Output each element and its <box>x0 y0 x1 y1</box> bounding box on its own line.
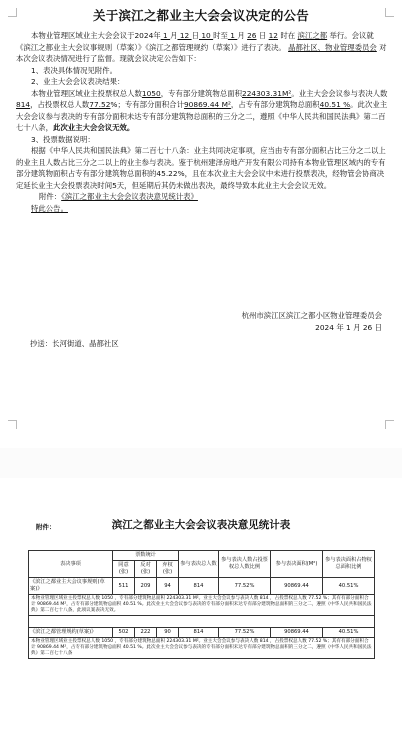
text: ，占专有部分建筑物总面积 <box>230 100 320 109</box>
header-abstain: 弃权(张) <box>157 561 179 578</box>
invalid-statement: 此次业主大会会议无效。 <box>52 123 135 132</box>
header-area-pct: 参与表决面积占物权总面积比例 <box>323 551 375 578</box>
row-note: 本物业管理区域业主投票权总人数 1050 ，专有部分建筑物总面积 224303.31 M²。业主大会会议参与表决人数 814 ，占投票权总人数 77.52 %；其有有部分面积合计 90869.44 M²，占专有部分建筑物总面积 40.51 %。此次业主大会会议参与表决的专有部分面积未达专有部分建筑物总面积的三分之二，遵照《中华人民共和国民法典》第二百七十八条 <box>29 638 375 659</box>
header-oppose: 反对(张) <box>135 561 157 578</box>
supervisors: 晶都社区、物业管理委员会 <box>288 42 377 52</box>
row-agree: 502 <box>113 628 135 638</box>
attachment-label: 附件： <box>36 523 56 531</box>
table-note-row <box>29 638 375 659</box>
row-area: 90869.44 <box>271 578 323 595</box>
day-value: 12 <box>177 31 192 40</box>
header-participant-pct: 参与表决人数占投票权总人数比例 <box>219 551 271 578</box>
text: 月 <box>237 31 245 40</box>
venue: 滨江之都 <box>297 31 328 40</box>
meeting-paragraph <box>16 30 388 65</box>
row-item: 《滨江之都业主大会议事规则(草案)》 <box>29 578 113 595</box>
area-percent-value: 40.51 % <box>319 100 351 109</box>
voter-percent-value: 77.52 <box>89 100 111 109</box>
table-row <box>29 578 375 595</box>
text: 对本次会议表决情况进行了监督。现就会议决定公告如下： <box>16 42 387 63</box>
header-agree: 同意(张) <box>113 561 135 578</box>
month-value: 1 <box>227 31 238 40</box>
day-value: 26 <box>247 31 257 40</box>
voters-value: 814 <box>16 100 31 109</box>
row-abstain: 94 <box>157 578 179 595</box>
table-row <box>29 628 375 638</box>
text: 月 <box>170 31 178 40</box>
text: 日 <box>191 31 199 40</box>
page-corner-mark <box>8 420 17 429</box>
text: ，占投票权总人数 <box>30 100 90 109</box>
row-participant-pct: 77.52% <box>219 578 271 595</box>
attachment-page <box>0 478 402 744</box>
text: 时至 <box>213 31 228 40</box>
text: 。此次业主大会会议参与表决的专有部分面积未达专有部分建筑物总面积的三分之二，遵照《中华人民共和国民法典》第二百七十八条， <box>16 100 388 132</box>
attachment-link[interactable]: 《滨江之都业主大会会议表决意见统计表》 <box>61 192 198 201</box>
header-item: 表决事项 <box>29 551 113 578</box>
page-corner-mark <box>385 420 394 429</box>
row-note: 本物业管理区域业主投票权总人数 1050 ，专有部分建筑物总面积 224303.31 M²。业主大会会议参与表决人数 814 ，占投票权总人数 77.52 %；其有有部分面积合计 90869.44 M²，占专有部分建筑物总面积 40.51 %。此次业主大会会议参与表决的专有部分面积未达专有部分建筑物总面积的三分之二，遵照《中华人民共和国民法典》第二百七十八条，此项议案表决无效。 <box>29 595 375 616</box>
row-oppose: 222 <box>135 628 157 638</box>
voted-area-value: 90869.44 M² <box>183 100 231 109</box>
row-abstain: 90 <box>157 628 179 638</box>
sign-date: 2024 年 1 月 26 日 <box>315 323 382 332</box>
result-paragraph <box>16 88 388 134</box>
header-participants: 参与表决总人数 <box>179 551 219 578</box>
table-header-row <box>29 551 375 561</box>
row-participant-pct: 77.52% <box>219 628 271 638</box>
text: 本物业管理区域业主投票权总人数 <box>31 88 142 98</box>
row-area: 90869.44 <box>271 628 323 638</box>
page-gap <box>0 448 402 478</box>
data-explanation: 根据《中华人民共和国民法典》第二百七十八条：业主共同决定事项，应当由专有部分面积占比三分之二以上的业主且人数占比三分之二以上的业主参与表决。鉴于杭州建泽房地产开发有限公司持有本物业管理区域内的专有部分建筑物面积占专有部分建筑物总面积的45.22%，且在本次业主大会会议中未进行投票表决，经物管会协商决定延长业主大会投票表决时间5天，但延期后其仍未做出表决，最终导致本此业主大会会议无效。 <box>16 146 386 190</box>
hour-value: 10 <box>199 31 214 40</box>
notice-title: 关于滨江之都业主大会会议决定的公告 <box>93 8 309 23</box>
text: %；专有部分面积合计 <box>110 100 184 109</box>
row-participants: 814 <box>179 578 219 595</box>
text: 。业主大会会议参与表决人数 <box>291 88 388 98</box>
hereby-line: 特此公告。 <box>31 203 68 213</box>
month-value: 1 <box>160 31 171 40</box>
cc-line: 抄送：长河街道、晶都社区 <box>30 339 119 348</box>
list-item-3: 3、投票数据说明： <box>31 134 95 144</box>
blank-cell <box>29 616 375 628</box>
list-item-2: 2、业主大会会议表决结果： <box>31 77 125 86</box>
text: 本物业管理区域业主大会会议于2024年 <box>31 31 161 40</box>
text: 时在 <box>280 31 296 40</box>
text: 日 <box>258 31 267 40</box>
attachment-title: 滨江之都业主大会会议表决意见统计表 <box>111 519 291 531</box>
total-area-value: 224303.31M² <box>242 88 292 98</box>
row-oppose: 209 <box>135 578 157 595</box>
signer: 杭州市滨江区滨江之都小区物业管理委员会 <box>241 311 382 320</box>
total-voters-value: 1050 <box>141 88 161 98</box>
text: 举行。会议就《滨江之都业主大会议事规则（草案）》《滨江之都管理规约（草案）》进行了表决。 <box>16 31 374 52</box>
text: ，专有部分建筑物总面积 <box>160 88 242 98</box>
text: 附件： <box>39 192 62 201</box>
table-note-row <box>29 595 375 616</box>
row-item: 《滨江之都管理规约(草案)》 <box>29 628 113 638</box>
row-participants: 814 <box>179 628 219 638</box>
row-agree: 511 <box>113 578 135 595</box>
table-blank-row <box>29 616 375 628</box>
notice-body <box>16 30 388 214</box>
row-area-pct: 40.51% <box>323 628 375 638</box>
row-area-pct: 40.51% <box>323 578 375 595</box>
header-tally: 票数统计 <box>113 551 179 561</box>
header-area: 参与表决面积(M²) <box>271 551 323 578</box>
vote-table <box>28 550 375 659</box>
list-item-1: 1、表决具体情况见附件。 <box>31 65 118 75</box>
hour-value: 12 <box>268 31 279 40</box>
attachment-line <box>16 191 388 203</box>
